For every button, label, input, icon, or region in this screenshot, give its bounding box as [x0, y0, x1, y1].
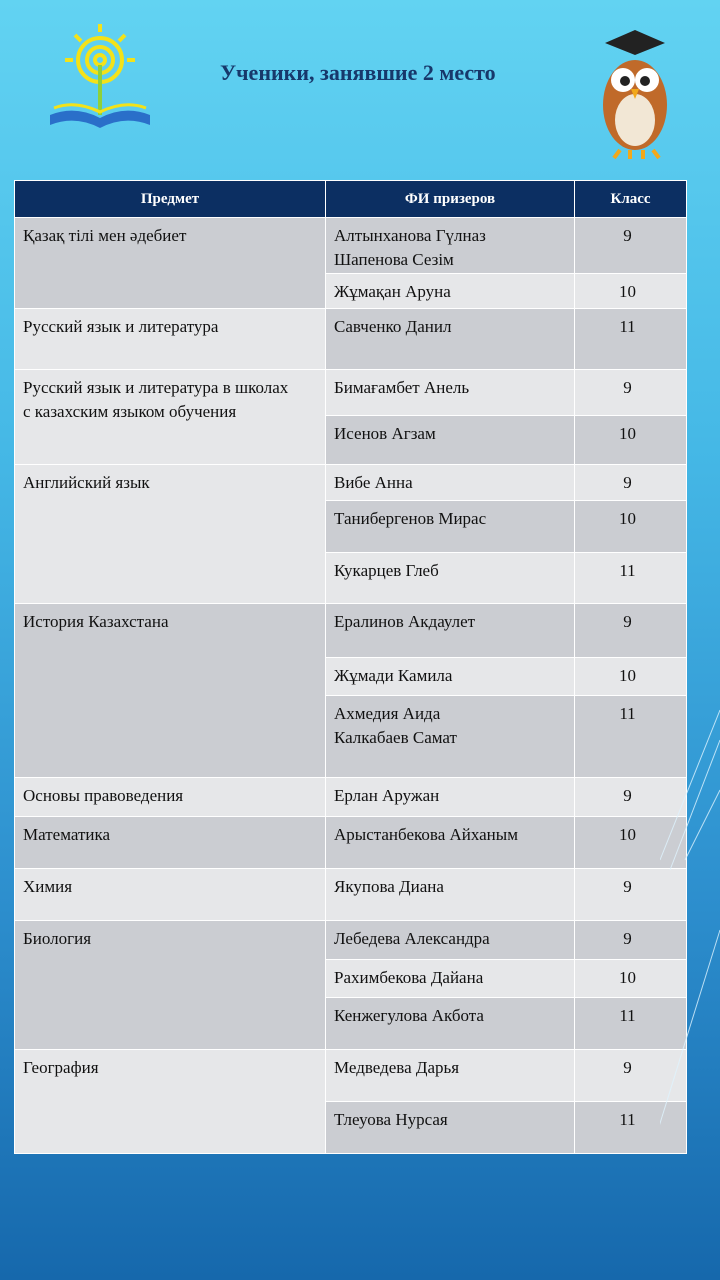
subject-text: Химия [23, 877, 73, 896]
subject-cell [15, 604, 326, 778]
grade-cell: 10 [575, 416, 687, 465]
student-name: Калкабаев Самат [334, 728, 457, 747]
header-grade: Класс [575, 181, 687, 218]
winners-table [14, 180, 687, 1154]
grade-cell: 9 [575, 869, 687, 921]
header-names: ФИ призеров [326, 181, 575, 218]
grade-cell: 10 [575, 658, 687, 696]
table-row [15, 218, 687, 274]
grade-cell: 9 [575, 1050, 687, 1102]
names-cell [326, 553, 575, 604]
table-row [15, 817, 687, 869]
subject-cell [15, 465, 326, 604]
names-cell [326, 869, 575, 921]
subject-cell [15, 309, 326, 370]
student-name: Танибергенов Мирас [334, 509, 487, 528]
grade-cell: 9 [575, 921, 687, 960]
subject-cell [15, 921, 326, 1050]
student-name: Якупова Диана [334, 877, 444, 896]
names-cell [326, 658, 575, 696]
names-cell [326, 1102, 575, 1154]
grade-cell: 10 [575, 274, 687, 309]
names-cell [326, 696, 575, 778]
student-name: Ахмедия Аида [334, 704, 441, 723]
grade-cell: 9 [575, 370, 687, 416]
names-cell [326, 218, 575, 274]
table-header-row [15, 181, 687, 218]
grade-cell: 11 [575, 309, 687, 370]
names-cell [326, 416, 575, 465]
subject-cell [15, 1050, 326, 1154]
student-name: Савченко Данил [334, 317, 452, 336]
subject-text: Русский язык и литература в школах [23, 378, 289, 397]
subject-text: История Казахстана [23, 612, 169, 631]
student-name: Тлеуова Нурсая [334, 1110, 448, 1129]
table-row [15, 778, 687, 817]
names-cell [326, 370, 575, 416]
names-cell [326, 817, 575, 869]
subject-cell [15, 817, 326, 869]
grade-cell: 9 [575, 778, 687, 817]
subject-text: Биология [23, 929, 92, 948]
grade-cell: 11 [575, 553, 687, 604]
subject-text: Английский язык [23, 473, 150, 492]
header-subject: Предмет [15, 181, 326, 218]
grade-cell: 9 [575, 604, 687, 658]
decorative-lines [660, 700, 720, 1220]
student-name: Ералинов Акдаулет [334, 612, 476, 631]
names-cell [326, 501, 575, 553]
subject-text: География [23, 1058, 99, 1077]
subject-text: с казахским языком обучения [23, 402, 237, 421]
owl-mascot-icon [585, 25, 685, 165]
subject-cell [15, 370, 326, 465]
school-logo [40, 20, 160, 135]
student-name: Кукарцев Глеб [334, 561, 439, 580]
student-name: Медведева Дарья [334, 1058, 460, 1077]
subject-cell [15, 778, 326, 817]
grade-cell: 11 [575, 998, 687, 1050]
names-cell [326, 274, 575, 309]
grade-cell: 9 [575, 465, 687, 501]
student-name: Жұмақан Аруна [334, 282, 451, 301]
student-name: Исенов Агзам [334, 424, 436, 443]
student-name: Арыстанбекова Айханым [334, 825, 518, 844]
grade-cell: 10 [575, 501, 687, 553]
names-cell [326, 998, 575, 1050]
names-cell [326, 465, 575, 501]
page-title: Ученики, занявшие 2 место [220, 60, 496, 85]
student-name: Лебедева Александра [334, 929, 490, 948]
subject-cell [15, 869, 326, 921]
table-row [15, 465, 687, 501]
grade-cell: 9 [575, 218, 687, 274]
student-name: Алтынханова Гүлназ [334, 226, 486, 245]
table-row [15, 370, 687, 416]
names-cell [326, 604, 575, 658]
table-row [15, 1050, 687, 1102]
student-name: Жұмади Камила [334, 666, 453, 685]
grade-cell: 11 [575, 1102, 687, 1154]
names-cell [326, 921, 575, 960]
table-row [15, 869, 687, 921]
student-name: Ерлан Аружан [334, 786, 440, 805]
grade-cell: 11 [575, 696, 687, 778]
student-name: Кенжегулова Акбота [334, 1006, 484, 1025]
student-name: Бимағамбет Анель [334, 378, 470, 397]
names-cell [326, 309, 575, 370]
table-row [15, 604, 687, 658]
grade-cell: 10 [575, 817, 687, 869]
table-row [15, 309, 687, 370]
subject-text: Основы правоведения [23, 786, 184, 805]
table-row [15, 921, 687, 960]
grade-cell: 10 [575, 960, 687, 998]
names-cell [326, 778, 575, 817]
student-name: Шапенова Сезім [334, 250, 454, 269]
subject-cell [15, 218, 326, 309]
subject-text: Математика [23, 825, 111, 844]
names-cell [326, 960, 575, 998]
student-name: Рахимбекова Дайана [334, 968, 484, 987]
subject-text: Русский язык и литература [23, 317, 219, 336]
names-cell [326, 1050, 575, 1102]
student-name: Вибе Анна [334, 473, 413, 492]
subject-text: Қазақ тілі мен әдебиет [23, 226, 187, 245]
